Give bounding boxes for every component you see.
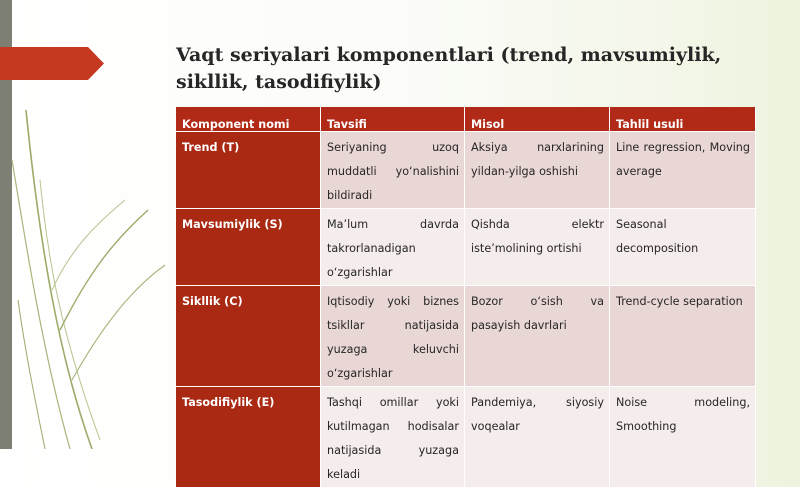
- component-name-cell: Sikllik (C): [176, 285, 321, 386]
- header-description: Tavsifi: [321, 107, 465, 131]
- component-name-cell: Mavsumiylik (S): [176, 208, 321, 285]
- components-table: [176, 107, 756, 487]
- description-cell: Seriyaning uzoq muddatli yo‘nalishini bildiradi: [321, 131, 465, 208]
- method-cell: Seasonal decomposition: [610, 208, 756, 285]
- title-arrow-tab: [0, 47, 104, 80]
- description-cell: Tashqi omillar yoki kutilmagan hodisalar natijasida yuzaga keladi: [321, 386, 465, 487]
- example-cell: Qishda elektr iste’molining ortishi: [465, 208, 610, 285]
- table-header-row: [176, 107, 756, 131]
- table-row: [176, 386, 756, 487]
- example-cell: Bozor o‘sish va pasayish davrlari: [465, 285, 610, 386]
- component-name-cell: Trend (T): [176, 131, 321, 208]
- method-cell: Trend-cycle separation: [610, 285, 756, 386]
- description-cell: Ma’lum davrda takrorlanadigan o‘zgarishlar: [321, 208, 465, 285]
- component-name-cell: Tasodifiylik (E): [176, 386, 321, 487]
- method-cell: Line regression, Moving average: [610, 131, 756, 208]
- header-component-name: Komponent nomi: [176, 107, 321, 131]
- table-row: [176, 285, 756, 386]
- header-analysis-method: Tahlil usuli: [610, 107, 756, 131]
- method-cell: Noise modeling, Smoothing: [610, 386, 756, 487]
- slide-title: Vaqt seriyalari komponentlari (trend, mavsumiylik, sikllik, tasodifiylik): [176, 44, 722, 93]
- example-cell: Aksiya narxlarining yildan-yilga oshishi: [465, 131, 610, 208]
- header-example: Misol: [465, 107, 610, 131]
- table-row: [176, 208, 756, 285]
- example-cell: Pandemiya, siyosiy voqealar: [465, 386, 610, 487]
- table-row: [176, 131, 756, 208]
- description-cell: Iqtisodiy yoki biznes tsikllar natijasida yuzaga keluvchi o‘zgarishlar: [321, 285, 465, 386]
